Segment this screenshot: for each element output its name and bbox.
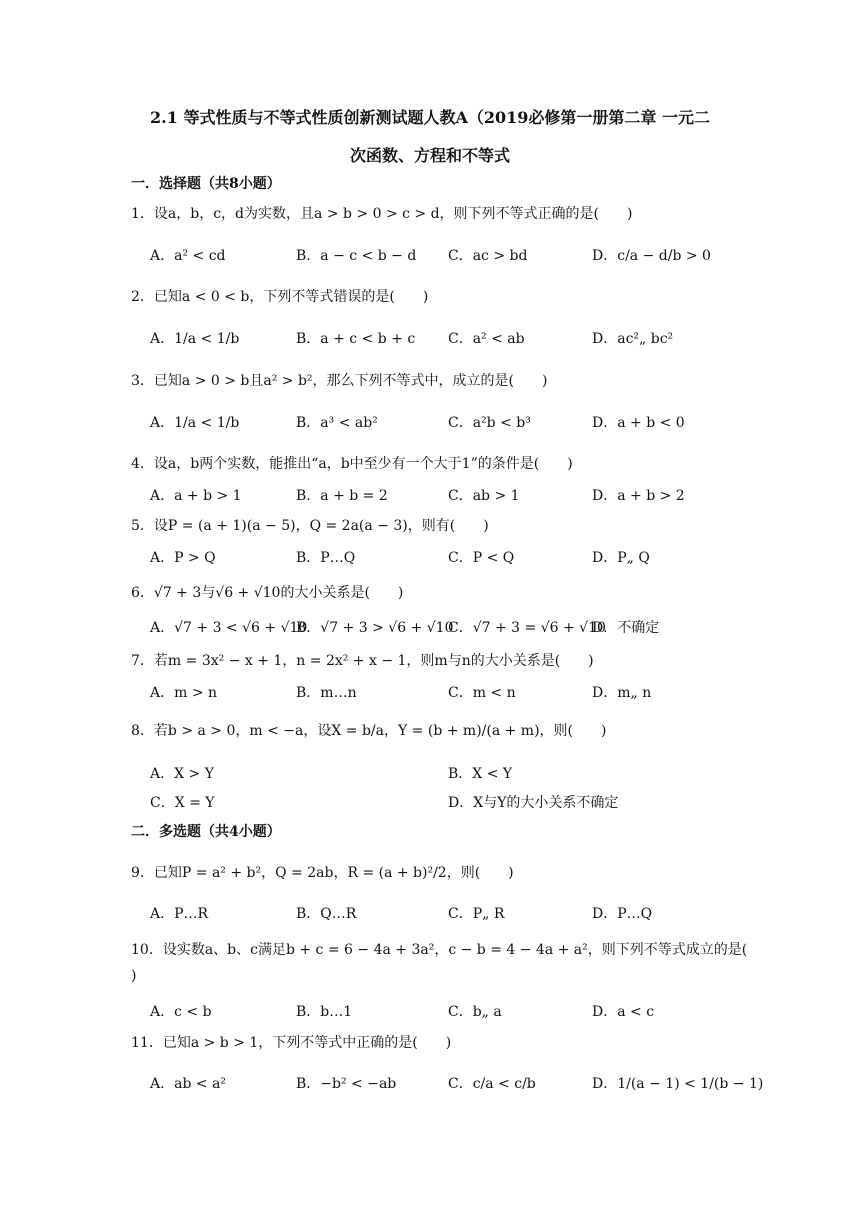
section-heading-multi-choice: 二．多选题（共4小题）	[131, 824, 281, 840]
question-1-stem: 1．设a，b，c，d为实数，且a > b > 0 > c > d，则下列不等式正确的是( )	[131, 206, 633, 222]
question-6-stem: 6．√7 + 3与√6 + √10的大小关系是( )	[131, 585, 404, 601]
question-11-stem: 11．已知a > b > 1，下列不等式中正确的是( )	[131, 1035, 452, 1051]
q11-option-d: D．1/(a − 1) < 1/(b − 1)	[592, 1076, 764, 1092]
q3-option-d: D．a + b < 0	[592, 415, 685, 431]
q11-option-c: C．c/a < c/b	[448, 1076, 536, 1092]
question-3-stem: 3．已知a > 0 > b且a² > b²，那么下列不等式中，成立的是( )	[131, 373, 548, 389]
q2-option-b: B．a + c < b + c	[296, 331, 416, 347]
q3-option-c: C．a²b < b³	[448, 415, 531, 431]
question-10-stem-end: )	[131, 968, 137, 984]
q5-option-d: D．P„ Q	[592, 550, 650, 566]
question-4-stem: 4．设a，b两个实数，能推出“a，b中至少有一个大于1”的条件是( )	[131, 456, 573, 472]
question-10-stem: 10．设实数a、b、c满足b + c = 6 − 4a + 3a²，c − b = 4 − 4a + a²，则下列不等式成立的是(	[131, 942, 748, 958]
question-9-stem: 9．已知P = a² + b²，Q = 2ab，R = (a + b)²/2，则( )	[131, 865, 514, 881]
question-5-stem: 5．设P = (a + 1)(a − 5)，Q = 2a(a − 3)，则有( )	[131, 518, 489, 534]
q10-option-d: D．a < c	[592, 1004, 655, 1020]
q2-option-c: C．a² < ab	[448, 331, 525, 347]
q8-option-a: A．X > Y	[150, 766, 214, 782]
q9-option-a: A．P…R	[150, 906, 209, 922]
q5-option-a: A．P > Q	[150, 550, 216, 566]
page-title: 2.1 等式性质与不等式性质创新测试题人教A（2019必修第一册第二章 一元二	[150, 108, 710, 127]
q10-option-b: B．b…1	[296, 1004, 353, 1020]
q2-option-a: A．1/a < 1/b	[150, 331, 240, 347]
q1-option-b: B．a − c < b − d	[296, 248, 417, 264]
q7-option-a: A．m > n	[150, 685, 218, 701]
q10-option-c: C．b„ a	[448, 1004, 502, 1020]
q11-option-b: B．−b² < −ab	[296, 1076, 397, 1092]
q8-option-d: D．X与Y的大小关系不确定	[448, 795, 619, 811]
question-8-stem: 8．若b > a > 0，m < −a，设X = b/a，Y = (b + m)/(a + m)，则( )	[131, 723, 607, 739]
q3-option-b: B．a³ < ab²	[296, 415, 378, 431]
q6-option-b: B．√7 + 3 > √6 + √10	[296, 620, 454, 636]
q6-option-c: C．√7 + 3 = √6 + √10	[448, 620, 606, 636]
q5-option-b: B．P…Q	[296, 550, 356, 566]
q4-option-c: C．ab > 1	[448, 488, 520, 504]
q8-option-c: C．X = Y	[150, 795, 215, 811]
q8-option-b: B．X < Y	[448, 766, 513, 782]
q9-option-c: C．P„ R	[448, 906, 505, 922]
q4-option-d: D．a + b > 2	[592, 488, 685, 504]
q10-option-a: A．c < b	[150, 1004, 212, 1020]
q4-option-a: A．a + b > 1	[150, 488, 242, 504]
q5-option-c: C．P < Q	[448, 550, 515, 566]
q1-option-a: A．a² < cd	[150, 248, 226, 264]
q9-option-d: D．P…Q	[592, 906, 653, 922]
section-heading-single-choice: 一．选择题（共8小题）	[131, 176, 281, 192]
question-2-stem: 2．已知a < 0 < b，下列不等式错误的是( )	[131, 289, 429, 305]
q1-option-c: C．ac > bd	[448, 248, 528, 264]
q7-option-b: B．m…n	[296, 685, 357, 701]
page-title-line2: 次函数、方程和不等式	[349, 146, 510, 165]
q4-option-b: B．a + b = 2	[296, 488, 388, 504]
q7-option-d: D．m„ n	[592, 685, 652, 701]
q1-option-d: D．c/a − d/b > 0	[592, 248, 711, 264]
q11-option-a: A．ab < a²	[150, 1076, 227, 1092]
question-7-stem: 7．若m = 3x² − x + 1，n = 2x² + x − 1，则m与n的大小关系是( )	[131, 653, 594, 669]
q6-option-d: D．不确定	[592, 620, 660, 636]
q7-option-c: C．m < n	[448, 685, 516, 701]
q3-option-a: A．1/a < 1/b	[150, 415, 240, 431]
q9-option-b: B．Q…R	[296, 906, 357, 922]
q6-option-a: A．√7 + 3 < √6 + √10	[150, 620, 308, 636]
q2-option-d: D．ac²„ bc²	[592, 331, 674, 347]
